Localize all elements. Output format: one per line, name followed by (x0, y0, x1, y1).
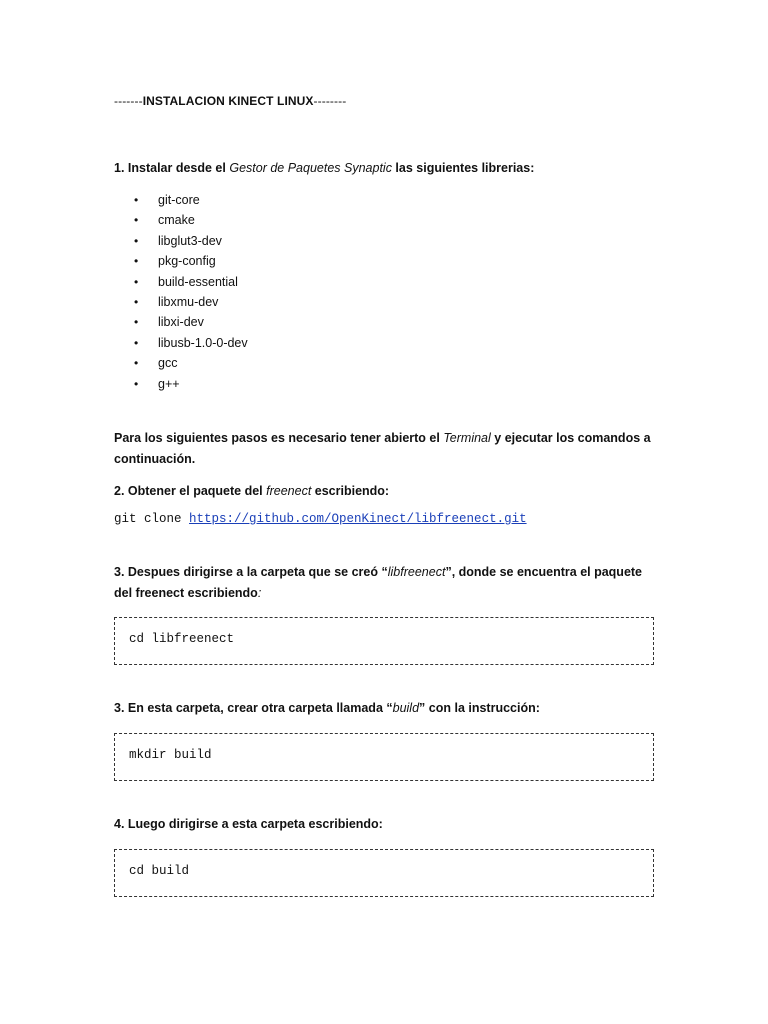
bullet-icon: • (134, 335, 139, 350)
library-name: pkg-config (158, 254, 216, 269)
title-text: INSTALACION KINECT LINUX (142, 94, 314, 108)
list-item (114, 292, 248, 312)
list-item (114, 210, 248, 230)
step3a-colon: : (257, 586, 262, 600)
list-item (114, 231, 248, 251)
command-box-mkdir-build (114, 733, 654, 781)
command-text: cd libfreenect (129, 632, 235, 646)
command-prefix: git clone (114, 512, 190, 526)
document-title (114, 94, 346, 108)
intro-emphasis: Terminal (443, 431, 491, 445)
step1-lead: 1. Instalar desde el (114, 161, 230, 175)
library-name: g++ (158, 376, 180, 391)
list-item (114, 272, 248, 292)
step3a-heading (114, 562, 659, 604)
list-item (114, 374, 248, 394)
step3a-tail: ”, donde se encuentra el paquete del freenect escribiendo (114, 565, 643, 600)
command-box-cd-build (114, 849, 654, 897)
bullet-icon: • (134, 193, 139, 207)
step3a-lead: 3. Despues dirigirse a la carpeta que se creó “ (114, 565, 388, 579)
bullet-icon: • (134, 233, 139, 248)
step2-lead: 2. Obtener el paquete del (114, 484, 267, 498)
library-name: libxi-dev (158, 315, 204, 330)
bullet-icon: • (134, 315, 139, 330)
title-prefix: ------- (114, 94, 143, 108)
repository-link[interactable]: https://github.com/OpenKinect/libfreenect.git (189, 512, 527, 526)
bullet-icon: • (134, 376, 139, 391)
list-item (114, 312, 248, 332)
step3b-lead: 3. En esta carpeta, crear otra carpeta llamada “ (114, 701, 393, 715)
list-item (114, 333, 248, 353)
title-suffix: -------- (313, 94, 347, 108)
list-item (114, 353, 248, 373)
intro-paragraph (114, 428, 659, 470)
step3b-heading (114, 698, 659, 719)
step4-text: 4. Luego dirigirse a esta carpeta escribiendo: (114, 817, 383, 831)
command-text: cd build (129, 864, 190, 878)
bullet-icon: • (134, 294, 139, 309)
step2-tail: escribiendo: (311, 484, 390, 498)
step3b-tail: ” con la instrucción: (419, 701, 540, 715)
intro-lead: Para los siguientes pasos es necesario tener abierto el (114, 431, 444, 445)
step2-emphasis: freenect (266, 484, 312, 498)
list-item (114, 190, 248, 210)
list-item (114, 251, 248, 271)
bullet-icon: • (134, 213, 139, 228)
step2-heading (114, 481, 659, 502)
library-name: git-core (158, 193, 200, 207)
bullet-icon: • (134, 274, 139, 289)
step3b-emphasis: build (392, 701, 420, 715)
git-clone-command (114, 512, 527, 526)
bullet-icon: • (134, 254, 139, 269)
library-list (114, 190, 248, 394)
step1-emphasis: Gestor de Paquetes Synaptic (229, 161, 392, 175)
step3a-emphasis: libfreenect (387, 565, 446, 579)
document-page (114, 0, 674, 1024)
library-name: libxmu-dev (158, 294, 219, 309)
intro-tail: y ejecutar los comandos a continuación. (114, 431, 651, 466)
command-box-cd-libfreenect (114, 617, 654, 665)
library-name: build-essential (158, 274, 238, 289)
step4-heading (114, 814, 659, 835)
library-name: libglut3-dev (158, 233, 222, 248)
library-name: libusb-1.0-0-dev (158, 335, 248, 350)
command-text: mkdir build (129, 748, 212, 762)
bullet-icon: • (134, 356, 139, 371)
library-name: gcc (158, 356, 178, 371)
step1-heading (114, 158, 659, 179)
step1-tail: las siguientes librerias: (391, 161, 535, 175)
library-name: cmake (158, 213, 195, 228)
